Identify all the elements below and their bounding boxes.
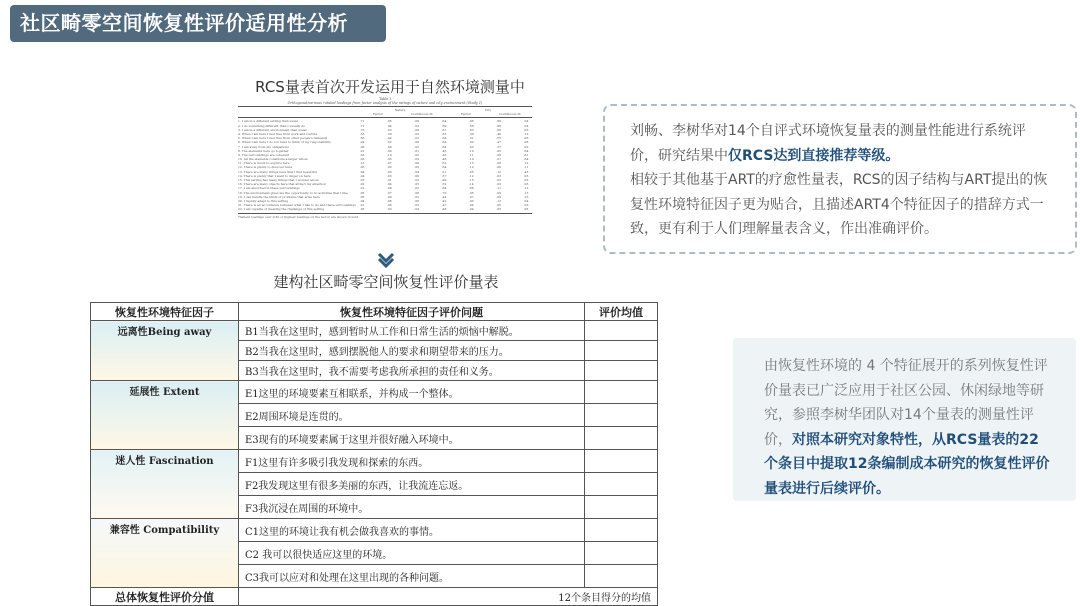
mini-row-value: .03 <box>386 173 392 178</box>
restorative-scale-table <box>90 302 658 606</box>
mini-row-value: .03 <box>414 123 420 128</box>
mini-row-value: .61 <box>414 148 420 153</box>
mini-row-value: .15 <box>523 194 529 199</box>
mini-row-value: .04 <box>468 207 474 212</box>
factor-extent: 延展性 Extent <box>91 381 239 450</box>
mini-row-value: .06 <box>496 165 502 170</box>
mini-table-caption-2: Orthogonal/varimax rotated loadings from factor analysis of the ratings of nature and city environment (Study 1) <box>287 101 483 105</box>
mini-row-value: .12 <box>496 169 502 174</box>
factor-compatibility: 兼容性 Compatibility <box>91 519 239 588</box>
mini-row-item: 7. I am away from my obligations <box>238 144 289 149</box>
mean-cell-b2[interactable] <box>585 341 658 361</box>
mini-row-item: 8. The elements here go together <box>238 148 289 153</box>
total-value: 12个条目得分的均值 <box>239 588 658 606</box>
mini-table-sub-header <box>238 112 532 116</box>
mini-row-value: .05 <box>468 190 474 195</box>
mini-table-body <box>238 119 532 211</box>
mini-row-value: .52 <box>441 161 447 166</box>
mini-group-city: City <box>484 108 492 112</box>
mini-row-value: .55 <box>441 131 447 136</box>
mini-row-value: .06 <box>359 144 365 149</box>
mini-row-value: .07 <box>468 194 474 199</box>
mini-row-value: .46 <box>441 157 447 162</box>
question-e1: E1这里的环境要素互相联系，并构成一个整体。 <box>239 381 585 404</box>
mini-row-item: 10. All the elements constitute a larger whole <box>238 157 308 162</box>
mini-row-item: 2. I do something different than I usually do <box>238 123 306 128</box>
mini-row-value: .69 <box>441 123 447 128</box>
mini-row-value: .09 <box>414 127 420 132</box>
mini-row-value: .06 <box>414 173 420 178</box>
mini-row-value: .02 <box>414 178 420 182</box>
mini-row-value: .67 <box>441 127 447 132</box>
mini-row-value: .71 <box>359 119 365 124</box>
mini-row-item: 19. I can handle the kinds of problems that arise here <box>238 194 320 199</box>
mini-row-value: .04 <box>468 203 474 208</box>
mini-row-value: .62 <box>414 157 420 162</box>
mini-row-item: 22. I am capable of meeting the challenge of this setting <box>238 207 325 212</box>
table-row <box>91 381 658 404</box>
mini-row-value: .01 <box>359 186 365 191</box>
mini-row-value: .04 <box>359 140 365 145</box>
mini-row-value: .55 <box>496 136 502 141</box>
mini-row-value: .03 <box>386 127 392 132</box>
mean-cell-b1[interactable] <box>585 321 658 341</box>
mini-row-item: 1. I am in a different setting than usual <box>238 119 298 124</box>
mini-row-value: .05 <box>359 190 365 195</box>
question-e2: E2周围环境是连贯的。 <box>239 404 585 427</box>
mini-row-value: .02 <box>414 136 420 141</box>
mini-row-value: .02 <box>414 186 420 191</box>
mini-row-value: .05 <box>523 178 529 182</box>
mini-row-value: .06 <box>523 136 529 141</box>
mini-row-value: .03 <box>496 178 502 182</box>
table-row <box>91 450 658 473</box>
mini-row-item: 14. There is plenty that I want to linger on here <box>238 173 311 178</box>
mean-cell-f1[interactable] <box>585 450 658 473</box>
mini-row-value: .39 <box>468 131 474 136</box>
mini-row-value: .13 <box>523 190 529 195</box>
mini-row-value: .64 <box>441 119 447 124</box>
mini-row-value: .04 <box>359 173 365 178</box>
mini-row-value: .02 <box>414 194 420 199</box>
mini-row-value: .15 <box>468 161 474 166</box>
mini-table-row <box>238 207 532 211</box>
mini-row-value: .64 <box>523 148 529 153</box>
mini-table-rule <box>238 106 532 107</box>
mini-row-value: .15 <box>468 178 474 182</box>
mean-cell-c3[interactable] <box>585 565 658 588</box>
mini-row-value: .04 <box>523 119 529 124</box>
mini-row-value: .66 <box>496 123 502 128</box>
mini-row-value: .62 <box>414 152 420 157</box>
mini-row-value: .05 <box>523 207 529 212</box>
mini-row-value: .12 <box>523 131 529 136</box>
mini-row-value: .13 <box>359 161 365 166</box>
mini-row-value: .44 <box>441 194 447 199</box>
mini-row-value: .05 <box>359 207 365 212</box>
mini-row-item: 15. This setting has many things that I wonder about <box>238 178 319 182</box>
table-row <box>91 321 658 341</box>
mini-row-value: .62 <box>386 140 392 145</box>
mini-row-value: .09 <box>386 194 392 199</box>
mini-row-value: .03 <box>414 131 420 136</box>
mini-row-value: .42 <box>441 198 447 203</box>
mini-row-value: .05 <box>496 203 502 208</box>
mini-row-value: .05 <box>359 194 365 199</box>
mini-row-value: .64 <box>523 157 529 162</box>
mini-row-value: .09 <box>496 190 502 195</box>
method-note-box <box>733 338 1076 501</box>
mini-row-value: .04 <box>359 198 365 203</box>
mini-row-value: .07 <box>386 161 392 166</box>
mini-row-value: .08 <box>496 161 502 166</box>
mean-cell-b3[interactable] <box>585 361 658 381</box>
mean-cell-f2[interactable] <box>585 473 658 496</box>
header-factor: 恢复性环境特征因子 <box>91 303 239 321</box>
mini-row-value: .03 <box>414 203 420 208</box>
mini-row-value: .03 <box>468 198 474 203</box>
research-summary-box <box>603 104 1077 254</box>
header-mean: 评价均值 <box>585 303 658 321</box>
mini-row-value: .56 <box>359 136 365 141</box>
mini-row-value: .02 <box>468 140 474 145</box>
mini-row-value: .12 <box>523 186 529 191</box>
mini-row-item: 9. The surroundings are coherent <box>238 152 290 157</box>
mini-row-value: .14 <box>468 182 474 187</box>
mini-row-item: 3. I am in a different environment than usual <box>238 127 307 132</box>
question-b3: B3当我在这里时，我不需要考虑我所承担的责任和义务。 <box>239 361 585 381</box>
mini-row-value: .04 <box>414 207 420 212</box>
mini-row-value: .10 <box>468 148 474 153</box>
mini-row-value: .08 <box>468 186 474 191</box>
mini-row-value: .03 <box>468 144 474 149</box>
mini-row-value: .05 <box>386 157 392 162</box>
mini-row-value: .39 <box>386 131 392 136</box>
mini-row-value: .07 <box>496 157 502 162</box>
mini-row-value: .60 <box>386 144 392 149</box>
mean-cell-e2[interactable] <box>585 404 658 427</box>
mini-row-value: .04 <box>386 182 392 187</box>
mini-row-value: .10 <box>386 152 392 157</box>
mini-row-value: .64 <box>441 165 447 170</box>
mini-row-value: .06 <box>414 140 420 145</box>
mini-row-value: .64 <box>441 186 447 191</box>
mini-row-item: 16. There are many objects here that attract my attention <box>238 182 327 187</box>
mini-row-value: .66 <box>468 119 474 124</box>
mini-row-value: .64 <box>441 140 447 145</box>
mini-row-value: .03 <box>523 127 529 132</box>
mini-row-item: 4. When I am here I feel free from work and routine <box>238 131 318 136</box>
mini-row-value: .03 <box>386 207 392 212</box>
mini-row-value: .03 <box>359 152 365 157</box>
table-total-row <box>91 588 658 606</box>
mini-table-rule <box>238 117 532 118</box>
mini-row-value: .03 <box>359 178 365 182</box>
mini-row-value: .75 <box>359 127 365 132</box>
mini-sub-label: Continuous fit <box>411 112 433 117</box>
mini-row-value: .51 <box>441 169 447 174</box>
mini-row-value: .04 <box>386 123 392 128</box>
mean-cell-e1[interactable] <box>585 381 658 404</box>
mini-row-value: .64 <box>441 136 447 141</box>
mini-row-value: .09 <box>496 152 502 157</box>
mini-row-value: .11 <box>523 165 529 170</box>
mini-row-value: .53 <box>359 131 365 136</box>
mini-row-value: .04 <box>523 123 529 128</box>
mini-row-item: 11. There is much to explore here <box>238 161 290 166</box>
rcs-factor-loading-table <box>238 97 532 245</box>
mini-row-value: .05 <box>414 144 420 149</box>
question-f2: F2我发现这里有很多美丽的东西，让我流连忘返。 <box>239 473 585 496</box>
mini-sub-label: Factor <box>461 112 471 117</box>
mini-row-value: .02 <box>386 165 392 170</box>
mini-row-value: .09 <box>496 194 502 199</box>
question-c2: C2 我可以很快适应这里的环境。 <box>239 542 585 565</box>
header-question: 恢复性环境特征因子评价问题 <box>239 303 585 321</box>
mini-row-value: .42 <box>386 136 392 141</box>
mini-row-value: .12 <box>523 161 529 166</box>
mini-row-item: 6. When I am here I do not need to think of my responsibility <box>238 140 331 145</box>
question-b1: B1当我在这里时，感到暂时从工作和日常生活的烦恼中解脱。 <box>239 321 585 341</box>
total-label: 总体恢复性评价分值 <box>91 588 239 606</box>
mini-row-value: .03 <box>523 182 529 187</box>
mini-row-value: .05 <box>468 169 474 174</box>
mini-row-value: .45 <box>441 148 447 153</box>
factor-fascination: 迷人性 Fascination <box>91 450 239 519</box>
mini-row-value: .05 <box>386 119 392 124</box>
mini-row-value: .09 <box>414 161 420 166</box>
question-b2: B2当我在这里时，感到摆脱他人的要求和期望带来的压力。 <box>239 341 585 361</box>
mini-row-value: .02 <box>523 144 529 149</box>
mini-row-value: .08 <box>414 190 420 195</box>
mini-row-value: .12 <box>468 173 474 178</box>
mini-row-value: .11 <box>496 186 502 191</box>
mini-row-value: .05 <box>414 165 420 170</box>
question-c3: C3我可以应对和处理在这里出现的各种问题。 <box>239 565 585 588</box>
mini-row-value: .46 <box>496 131 502 136</box>
mini-row-value: .56 <box>468 123 474 128</box>
mini-row-value: .61 <box>523 152 529 157</box>
mini-row-item: 12. There is plenty to discover here <box>238 165 293 170</box>
mini-row-value: .45 <box>441 152 447 157</box>
mini-row-value: .03 <box>523 173 529 178</box>
question-c1: C1这里的环境让我有机会做我喜欢的事情。 <box>239 519 585 542</box>
mini-row-value: .09 <box>414 119 420 124</box>
mini-row-value: .05 <box>359 165 365 170</box>
mini-row-item: 13. There are many things here that I find beautiful <box>238 169 317 174</box>
mini-row-value: .70 <box>441 190 447 195</box>
mini-row-item: 17. I am absorbed in these surroundings <box>238 186 300 191</box>
mini-row-value: .12 <box>496 198 502 203</box>
mini-row-value: .52 <box>441 182 447 187</box>
table-row <box>91 519 658 542</box>
mini-row-item: 18. The environment gives me the opportunity to do activities that I like <box>238 190 348 195</box>
mini-row-value: .03 <box>496 173 502 178</box>
mean-cell-e3[interactable] <box>585 427 658 450</box>
mini-table-caption-1: Table I <box>379 97 391 101</box>
page-title: 社区畸零空间恢复性评价适用性分析 <box>10 5 386 42</box>
chevron-down-icon <box>377 250 395 268</box>
mini-row-value: .08 <box>386 148 392 153</box>
rcs-heading: RCS量表首次开发运用于自然环境测量中 <box>255 78 525 96</box>
mini-row-value: .10 <box>468 157 474 162</box>
mini-row-value: .01 <box>359 203 365 208</box>
mini-row-value: .04 <box>414 169 420 174</box>
summary-highlight: 仅RCS达到直接推荐等级。 <box>728 147 900 164</box>
summary-text-2: 相较于其他基于ART的疗愈性量表，RCS的因子结构与ART提出的恢复性环境特征因子更为贴合，且描述ART4个特征因子的措辞方式一致，更有利于人们理解量表含义，作出准确评价。 <box>630 172 1048 237</box>
mini-row-value: .47 <box>441 203 447 208</box>
mini-row-value: .64 <box>441 144 447 149</box>
question-f3: F3我沉浸在周围的环境中。 <box>239 496 585 519</box>
mini-row-value: .47 <box>496 140 502 145</box>
mini-row-value: .57 <box>496 144 502 149</box>
mini-row-value: .01 <box>386 178 392 182</box>
mini-row-value: .05 <box>496 148 502 153</box>
mini-row-value: .03 <box>359 157 365 162</box>
mini-row-value: .03 <box>523 203 529 208</box>
mini-row-value: .06 <box>386 198 392 203</box>
mini-row-value: .48 <box>441 207 447 212</box>
mini-row-value: .05 <box>414 182 420 187</box>
mini-row-value: .68 <box>496 127 502 132</box>
mini-row-value: .37 <box>441 173 447 178</box>
mini-row-value: .08 <box>523 140 529 145</box>
mini-row-value: .63 <box>468 127 474 132</box>
table-header-row <box>91 303 658 321</box>
mini-row-value: .08 <box>386 186 392 191</box>
mini-table-note: *Salient loadings over 0.30 or highest loadings on the factor are shown in bold. <box>238 214 360 219</box>
method-highlight: 对照本研究对象特性，从RCS量表的22个条目中提取12条编制成本研究的恢复性评价量表进行后续评价。 <box>764 431 1050 497</box>
mini-sub-label: Continuous fit <box>499 112 521 117</box>
mean-cell-c1[interactable] <box>585 519 658 542</box>
mini-row-value: .07 <box>386 190 392 195</box>
mini-group-nature: Nature <box>394 108 406 112</box>
method-text: 由恢复性环境的 4 个特征展开的系列恢复性评价量表已广泛应用于社区公园、休闲绿地等研究，参照李树华团队对14个量表的测量性评价， <box>764 358 1048 448</box>
question-e3: E3现有的环境要素属于这里并很好融入环境中。 <box>239 427 585 450</box>
mini-row-value: .03 <box>386 169 392 174</box>
mini-row-value: .02 <box>359 182 365 187</box>
mini-row-item: 20. I rapidly adapt to this setting <box>238 198 289 203</box>
mini-row-value: .69 <box>496 119 502 124</box>
mini-row-value: .06 <box>386 203 392 208</box>
mini-sub-label: Factor <box>373 112 383 117</box>
mini-row-value: .11 <box>468 152 474 157</box>
question-f1: F1这里有许多吸引我发现和探索的东西。 <box>239 450 585 473</box>
mini-table-rule <box>238 213 532 214</box>
mini-row-value: .51 <box>468 136 474 141</box>
mini-row-value: .43 <box>523 169 529 174</box>
mini-row-value: .05 <box>496 207 502 212</box>
mini-row-item: 21. There is an accordance between what I like to do and these surroundings <box>238 203 356 208</box>
mini-row-value: .06 <box>414 198 420 203</box>
mean-cell-f3[interactable] <box>585 496 658 519</box>
summary-text-1: 刘畅、李树华对14个自评式环境恢复量表的测量性能进行系统评价，研究结果中 <box>630 123 1026 164</box>
mini-row-value: .01 <box>359 148 365 153</box>
factor-being-away: 远离性Being away <box>91 321 239 381</box>
mini-row-value: .04 <box>359 169 365 174</box>
mini-row-value: .04 <box>523 198 529 203</box>
mini-row-value: .03 <box>496 182 502 187</box>
mean-cell-c2[interactable] <box>585 542 658 565</box>
mini-row-value: .12 <box>468 165 474 170</box>
mini-row-item: 5. When I am here I feel free from other people's demands <box>238 136 328 141</box>
build-heading: 建构社区畸零空间恢复性评价量表 <box>273 273 499 291</box>
mini-row-value: .71 <box>359 123 365 128</box>
mini-row-value: .49 <box>441 178 447 182</box>
